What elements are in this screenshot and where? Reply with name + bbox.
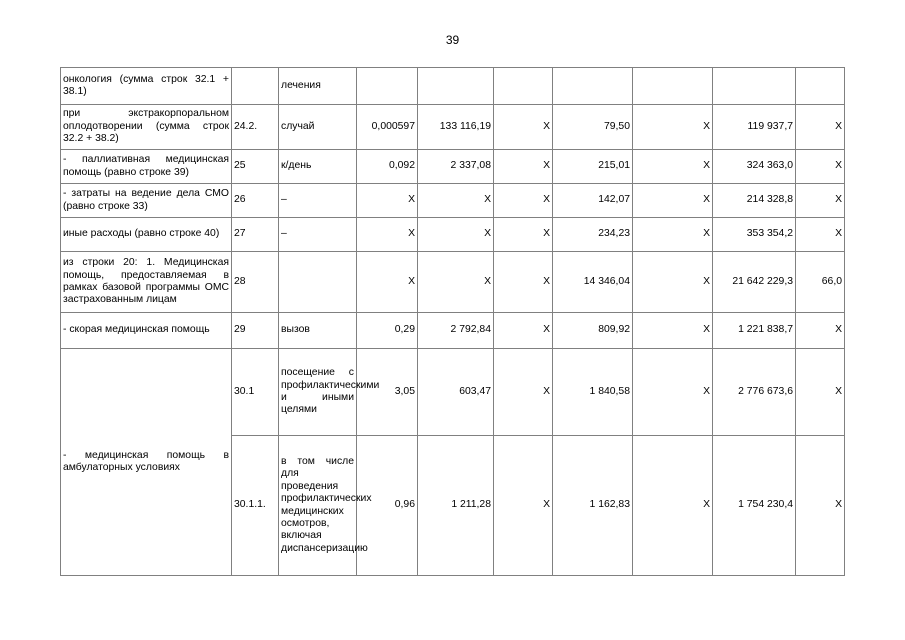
- cell-value: X: [796, 349, 845, 436]
- row-unit: [279, 252, 357, 313]
- cell-value: X: [494, 436, 553, 576]
- cell-value: 2 776 673,6: [713, 349, 796, 436]
- cell-value: X: [357, 184, 418, 218]
- table-row: [61, 184, 845, 218]
- row-unit: в том числе для проведения профилактических медицинских осмотров, включая диспансеризацию: [279, 436, 357, 576]
- cell-value: 215,01: [553, 150, 633, 184]
- cell-value: X: [796, 436, 845, 576]
- row-code: 29: [232, 313, 279, 349]
- row-code: [232, 68, 279, 105]
- cell-value: 142,07: [553, 184, 633, 218]
- cell-value: 119 937,7: [713, 105, 796, 150]
- row-code: 30.1: [232, 349, 279, 436]
- cell-value: 2 337,08: [418, 150, 494, 184]
- row-name: - скорая медицинская помощь: [61, 313, 232, 349]
- cell-value: X: [494, 349, 553, 436]
- row-name: иные расходы (равно строке 40): [61, 218, 232, 252]
- cell-value: X: [796, 218, 845, 252]
- cell-value: 2 792,84: [418, 313, 494, 349]
- cell-value: 809,92: [553, 313, 633, 349]
- cell-value: [418, 68, 494, 105]
- cell-value: 1 754 230,4: [713, 436, 796, 576]
- cell-value: [357, 68, 418, 105]
- row-unit: к/день: [279, 150, 357, 184]
- row-unit: –: [279, 218, 357, 252]
- row-name: онкология (сумма строк 32.1 + 38.1): [61, 68, 232, 105]
- row-code: 27: [232, 218, 279, 252]
- cell-value: 3,05: [357, 349, 418, 436]
- cell-value: X: [633, 105, 713, 150]
- row-code: 30.1.1.: [232, 436, 279, 576]
- cell-value: 0,092: [357, 150, 418, 184]
- cell-value: 234,23: [553, 218, 633, 252]
- cell-value: X: [418, 184, 494, 218]
- cell-value: [494, 68, 553, 105]
- cell-value: X: [494, 252, 553, 313]
- cell-value: X: [494, 184, 553, 218]
- row-unit: –: [279, 184, 357, 218]
- row-unit: лечения: [279, 68, 357, 105]
- cell-value: 1 211,28: [418, 436, 494, 576]
- cell-value: 79,50: [553, 105, 633, 150]
- cell-value: [796, 68, 845, 105]
- cell-value: X: [357, 252, 418, 313]
- cell-value: X: [633, 184, 713, 218]
- row-name: - медицинская помощь в амбулаторных условиях: [61, 349, 232, 576]
- table-row: [61, 68, 845, 105]
- row-name: из строки 20: 1. Медицинская помощь, предоставляемая в рамках базовой программы ОМС застрахованным лицам: [61, 252, 232, 313]
- cell-value: 1 221 838,7: [713, 313, 796, 349]
- cell-value: 133 116,19: [418, 105, 494, 150]
- cell-value: X: [633, 313, 713, 349]
- row-code: 28: [232, 252, 279, 313]
- cell-value: 1 840,58: [553, 349, 633, 436]
- cell-value: X: [494, 150, 553, 184]
- cell-value: 1 162,83: [553, 436, 633, 576]
- table-row: [61, 105, 845, 150]
- table-row: [61, 218, 845, 252]
- cell-value: X: [796, 313, 845, 349]
- cell-value: X: [633, 349, 713, 436]
- cell-value: X: [494, 218, 553, 252]
- cell-value: X: [796, 105, 845, 150]
- table-row: [61, 349, 845, 436]
- cell-value: [633, 68, 713, 105]
- cell-value: 353 354,2: [713, 218, 796, 252]
- row-unit: посещение с профилактическими и иными целями: [279, 349, 357, 436]
- cell-value: 21 642 229,3: [713, 252, 796, 313]
- cell-value: 214 328,8: [713, 184, 796, 218]
- table-row: [61, 313, 845, 349]
- cell-value: X: [494, 313, 553, 349]
- cell-value: X: [796, 150, 845, 184]
- cell-value: X: [633, 150, 713, 184]
- row-unit: случай: [279, 105, 357, 150]
- row-code: 24.2.: [232, 105, 279, 150]
- financial-table: [60, 67, 845, 576]
- cell-value: 324 363,0: [713, 150, 796, 184]
- cell-value: 66,0: [796, 252, 845, 313]
- row-unit: вызов: [279, 313, 357, 349]
- cell-value: [553, 68, 633, 105]
- row-code: 25: [232, 150, 279, 184]
- cell-value: 603,47: [418, 349, 494, 436]
- row-name: - затраты на ведение дела СМО (равно строке 33): [61, 184, 232, 218]
- cell-value: X: [357, 218, 418, 252]
- row-name: при экстракорпоральном оплодотворении (сумма строк 32.2 + 38.2): [61, 105, 232, 150]
- cell-value: 0,000597: [357, 105, 418, 150]
- table-row: [61, 150, 845, 184]
- cell-value: X: [633, 218, 713, 252]
- cell-value: [713, 68, 796, 105]
- page-number: 39: [445, 33, 460, 47]
- table-row: [61, 252, 845, 313]
- cell-value: X: [796, 184, 845, 218]
- cell-value: X: [494, 105, 553, 150]
- row-code: 26: [232, 184, 279, 218]
- cell-value: X: [633, 436, 713, 576]
- cell-value: X: [418, 252, 494, 313]
- cell-value: X: [633, 252, 713, 313]
- cell-value: 14 346,04: [553, 252, 633, 313]
- cell-value: 0,29: [357, 313, 418, 349]
- cell-value: X: [418, 218, 494, 252]
- row-name: - паллиативная медицинская помощь (равно строке 39): [61, 150, 232, 184]
- cell-value: 0,96: [357, 436, 418, 576]
